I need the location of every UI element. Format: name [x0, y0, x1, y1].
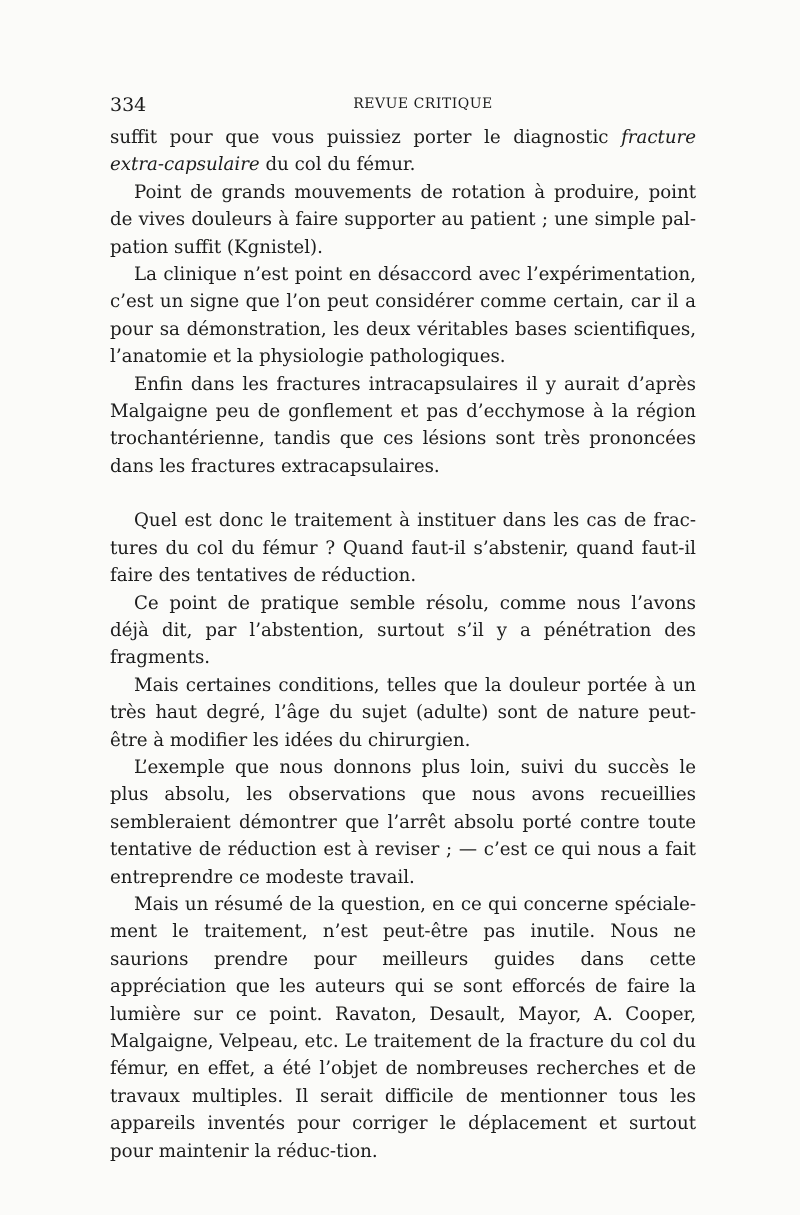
paragraph-4: Enfin dans les fractures intracapsulaires il y aurait d’après Malgaigne peu de gonflement et pas d’ecchymose à la région trochantérienne, tandis que ces lésions sont très prononcées dans les fractures extracapsulaires.	[110, 373, 696, 477]
paragraph-7: Mais certaines conditions, telles que la douleur portée à un très haut degré, l’âge du sujet (adulte) sont de nature peut-être à modifier les idées du chirurgien.	[110, 674, 696, 751]
paragraph-5: Quel est donc le traitement à instituer dans les cas de frac-tures du col du fémur ? Quand faut-il s’abstenir, quand faut-il faire des tentatives de réduction.	[110, 510, 696, 587]
paragraph-9: Mais un résumé de la question, en ce qui concerne spéciale-ment le traitement, n’est peut-être pas inutile. Nous ne saurions prendre pour meilleurs guides dans cette appréciation que les auteurs qui se sont efforcés de faire la lumière sur ce point. Ravaton, Desault, Mayor, A. Cooper, Malgaigne, Velpeau, etc. Le traitement de la fracture du col du fémur, en effet, a été l’objet de nombreuses recherches et de travaux multiples. Il serait difficile de mentionner tous les appareils inventés pour corriger le déplacement et surtout pour maintenir la réduc-tion.	[110, 893, 696, 1162]
paragraph-1	[110, 124, 696, 179]
body-text	[110, 124, 696, 1165]
paragraph-6: Ce point de pratique semble résolu, comme nous l’avons déjà dit, par l’abstention, surtout s’il y a pénétration des fragments.	[110, 592, 696, 669]
paragraph-1-text-end: du col du fémur.	[259, 154, 416, 176]
paragraph-3: La clinique n’est point en désaccord avec l’expérimentation, c’est un signe que l’on peut considérer comme certain, car il a pour sa démonstration, les deux véritables bases scientifiques, l’anatomie et la physiologie pathologiques.	[110, 264, 696, 368]
paragraph-2: Point de grands mouvements de rotation à produire, point de vives douleurs à faire supporter au patient ; une simple pal-pation suffit (Kgnistel).	[110, 181, 696, 258]
page-number: 334	[110, 94, 147, 116]
running-title: REVUE CRITIQUE	[353, 96, 493, 112]
paragraph-1-text: suffit pour que vous puissiez porter le diagnostic	[110, 127, 622, 148]
running-head	[110, 94, 696, 124]
paragraph-8: L’exemple que nous donnons plus loin, suivi du succès le plus absolu, les observations que nous avons recueillies sembleraient démontrer que l’arrêt absolu porté contre toute tentative de réduction est à reviser ; — c’est ce qui nous a fait entreprendre ce modeste travail.	[110, 756, 696, 888]
paragraph-1-italic: fracture extra-capsulaire	[110, 127, 696, 176]
